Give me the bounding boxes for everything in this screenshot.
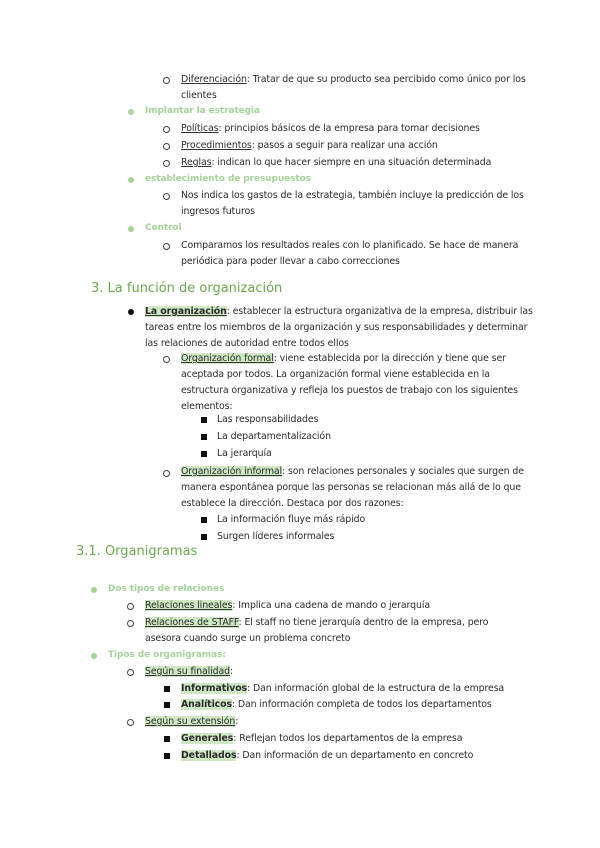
list-item-cont: elementos: — [181, 401, 233, 412]
subheading: Dos tipos de relaciones — [108, 584, 225, 594]
circle-bullet — [163, 126, 170, 133]
list-item: Según su extensión: — [145, 716, 239, 727]
section-heading: 3. La función de organización — [91, 281, 283, 296]
list-item: La departamentalización — [217, 431, 331, 442]
circle-bullet — [127, 620, 134, 627]
list-item: Políticas: principios básicos de la empresa para tomar decisiones — [181, 123, 480, 134]
list-item-cont: tareas entre los miembros de la organización y sus responsabilidades y determinar — [145, 322, 528, 333]
circle-bullet — [127, 603, 134, 610]
circle-bullet — [127, 669, 134, 676]
list-item: Detallados: Dan información de un departamento en concreto — [181, 750, 474, 761]
list-item: La información fluye más rápido — [217, 514, 366, 525]
list-item-cont: estructura organizativa y refleja los puestos de trabajo con los siguientes — [181, 385, 518, 396]
square-bullet — [164, 686, 170, 692]
square-bullet — [164, 753, 170, 759]
square-bullet — [201, 434, 207, 440]
square-bullet — [201, 534, 207, 540]
square-bullet — [164, 736, 170, 742]
circle-bullet — [163, 193, 170, 200]
circle-bullet — [163, 143, 170, 150]
list-item: Según su finalidad: — [145, 666, 234, 677]
circle-bullet — [163, 356, 170, 363]
list-item-cont: aceptada por todos. La organización formal viene establecida en la — [181, 369, 490, 380]
circle-bullet — [163, 77, 170, 84]
list-item: La jerarquía — [217, 448, 272, 459]
square-bullet — [164, 702, 170, 708]
list-item-cont: periódica para poder llevar a cabo correcciones — [181, 256, 400, 267]
list-item-cont: ingresos futuros — [181, 206, 255, 217]
list-item: Relaciones de STAFF: El staff no tiene jerarquía dentro de la empresa, pero — [145, 617, 489, 628]
square-bullet — [201, 517, 207, 523]
subheading: establecimiento de presupuestos — [145, 174, 311, 184]
green-bullet — [91, 587, 97, 593]
list-item: Relaciones lineales: Implica una cadena de mando o jerarquía — [145, 600, 430, 611]
green-bullet — [128, 226, 134, 232]
circle-bullet — [127, 719, 134, 726]
green-bullet — [128, 177, 134, 183]
black-bullet — [128, 309, 134, 315]
list-item: Organización informal: son relaciones personales y sociales que surgen de — [181, 466, 524, 477]
subheading: Control — [145, 223, 182, 233]
list-item-cont: las relaciones de autoridad entre todos ellos — [145, 338, 349, 349]
list-item: Reglas: indican lo que hacer siempre en una situación determinada — [181, 157, 492, 168]
list-item: Comparamos los resultados reales con lo planificado. Se hace de manera — [181, 240, 519, 251]
list-item-cont: clientes — [181, 90, 217, 101]
list-item: Informativos: Dan información global de la estructura de la empresa — [181, 683, 505, 694]
term: Diferenciación — [181, 74, 247, 85]
subheading: Tipos de organigramas: — [108, 650, 226, 660]
list-item: Las responsabilidades — [217, 414, 319, 425]
list-item: Procedimientos: pasos a seguir para realizar una acción — [181, 140, 438, 151]
list-item-cont: manera espontánea porque las personas se relacionan más allá de lo que — [181, 482, 521, 493]
list-item-cont: asesora cuando surge un problema concreto — [145, 633, 351, 644]
square-bullet — [201, 451, 207, 457]
green-bullet — [128, 109, 134, 115]
list-item: Nos indica los gastos de la estrategia, también incluye la predicción de los — [181, 190, 524, 201]
subheading: Implantar la estrategia — [145, 106, 260, 116]
circle-bullet — [163, 243, 170, 250]
square-bullet — [201, 417, 207, 423]
list-item: Organización formal: viene establecida por la dirección y tiene que ser — [181, 353, 506, 364]
circle-bullet — [163, 470, 170, 477]
list-item: La organización: establecer la estructura organizativa de la empresa, distribuir las — [145, 306, 533, 317]
list-item: Generales: Reflejan todos los departamentos de la empresa — [181, 733, 463, 744]
list-item-cont: establece la dirección. Destaca por dos razones: — [181, 498, 404, 509]
circle-bullet — [163, 160, 170, 167]
list-item: Diferenciación: Tratar de que su producto sea percibido como único por los — [181, 74, 526, 85]
list-item: Analíticos: Dan información completa de todos los departamentos — [181, 699, 492, 710]
list-item: Surgen líderes informales — [217, 531, 335, 542]
section-heading: 3.1. Organigramas — [76, 544, 198, 559]
green-bullet — [91, 653, 97, 659]
